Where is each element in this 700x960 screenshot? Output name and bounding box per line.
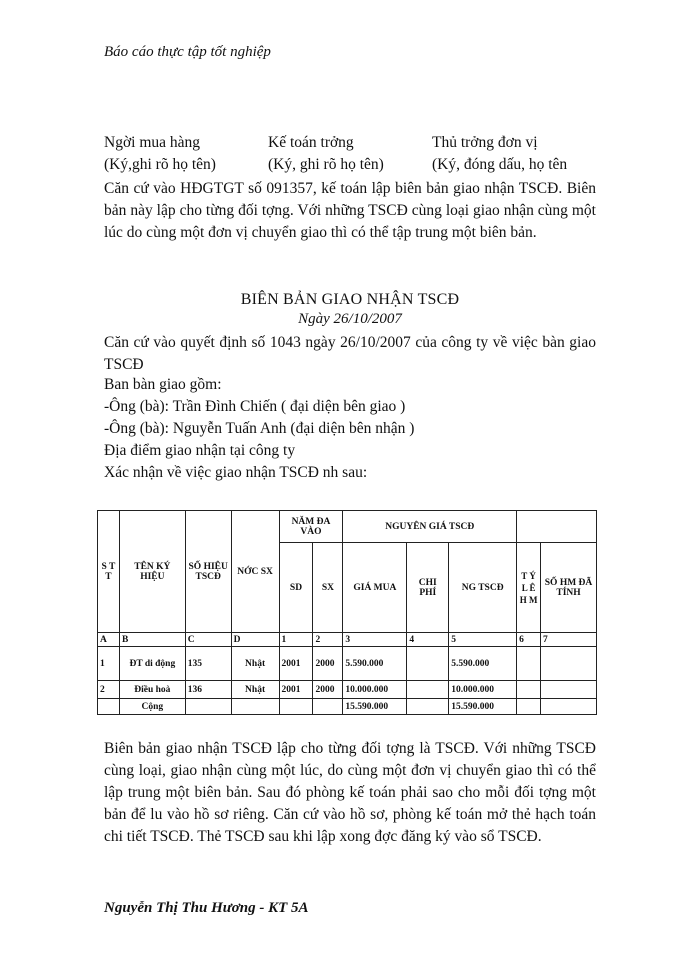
- signature-note-buyer: (Ký,ghi rõ họ tên): [104, 156, 216, 173]
- closing-paragraph: Biên bản giao nhận TSCĐ lập cho từng đối tợng là TSCĐ. Với những TSCĐ cùng loại, giao nhận cùng một lúc, do cùng một đơn vị chuyển giao thì có thể lập trung một biên bản. Sau đó phòng kế toán phải sao cho mỗi đối tợng một bản để lu vào hồ sơ riêng. Căn cứ vào hồ sơ, phòng kế toán mở thẻ hạch toán chi tiết TSCĐ. Thẻ TSCĐ sau khi lập xong đợc đăng ký vào sổ TSCĐ.: [104, 740, 596, 845]
- column-code-row: A B C D 1 2 3 4 5 6 7: [98, 633, 597, 647]
- header-stt: S T T: [98, 511, 120, 633]
- header-sx: SX: [313, 543, 343, 633]
- signature-buyer: Ngời mua hàng: [104, 134, 201, 151]
- header-sohieu: SỐ HIỆU TSCĐ: [185, 511, 231, 633]
- total-row: Cộng 15.590.000 15.590.000: [98, 699, 597, 715]
- asset-table: [97, 510, 597, 715]
- header-ten: TÊN KÝ HIỆU: [119, 511, 185, 633]
- committee-heading: Ban bàn giao gồm:: [104, 376, 222, 393]
- representative-receiver: -Ông (bà): Nguyễn Tuấn Anh (đại diện bên nhận ): [104, 420, 415, 437]
- record-date: Ngày 26/10/2007: [298, 311, 402, 327]
- confirmation-line: Xác nhận về việc giao nhận TSCĐ nh sau:: [104, 464, 368, 481]
- handover-location: Địa điểm giao nhận tại công ty: [104, 442, 296, 459]
- document-header: Báo cáo thực tập tốt nghiệp: [104, 44, 271, 60]
- signature-head: Thủ trởng đơn vị: [432, 134, 538, 151]
- header-nam: NĂM ĐA VÀO: [279, 511, 343, 543]
- basis-paragraph: Căn cứ vào quyết định số 1043 ngày 26/10/2007 của công ty về việc bàn giao TSCĐ: [104, 334, 596, 373]
- header-ngtscd: NG TSCĐ: [449, 543, 517, 633]
- header-blank: [517, 511, 597, 543]
- header-sohm: SỐ HM ĐÃ TÍNH: [541, 543, 597, 633]
- signature-note-accountant: (Ký, ghi rõ họ tên): [268, 156, 384, 173]
- table-row: 2 Điều hoà 136 Nhật 2001 2000 10.000.000 10.000.000: [98, 681, 597, 699]
- table-row: 1 ĐT di động 135 Nhật 2001 2000 5.590.000 5.590.000: [98, 647, 597, 681]
- header-sd: SD: [279, 543, 313, 633]
- record-title: BIÊN BẢN GIAO NHẬN TSCĐ: [240, 291, 460, 308]
- header-tyle: T Ý L Ê H M: [517, 543, 541, 633]
- header-nguyengia: NGUYÊN GIÁ TSCĐ: [343, 511, 517, 543]
- header-chiphi: CHI PHÍ: [407, 543, 449, 633]
- document-footer: Nguyễn Thị Thu Hương - KT 5A: [104, 900, 309, 916]
- representative-giver: -Ông (bà): Trần Đình Chiến ( đại diện bên giao ): [104, 398, 406, 415]
- intro-paragraph: Căn cứ vào HĐGTGT số 091357, kế toán lập biên bản giao nhận TSCĐ. Biên bản này lập cho từng đối tợng. Với những TSCĐ cùng loại giao nhận cùng một lúc do cùng một đơn vị chuyển giao thì có thể tập trung một biên bản.: [104, 180, 596, 241]
- signature-note-head: (Ký, đóng dấu, họ tên: [432, 156, 568, 173]
- header-nuoc: NỚC SX: [231, 511, 279, 633]
- header-giamua: GIÁ MUA: [343, 543, 407, 633]
- signature-accountant: Kế toán trởng: [268, 134, 354, 151]
